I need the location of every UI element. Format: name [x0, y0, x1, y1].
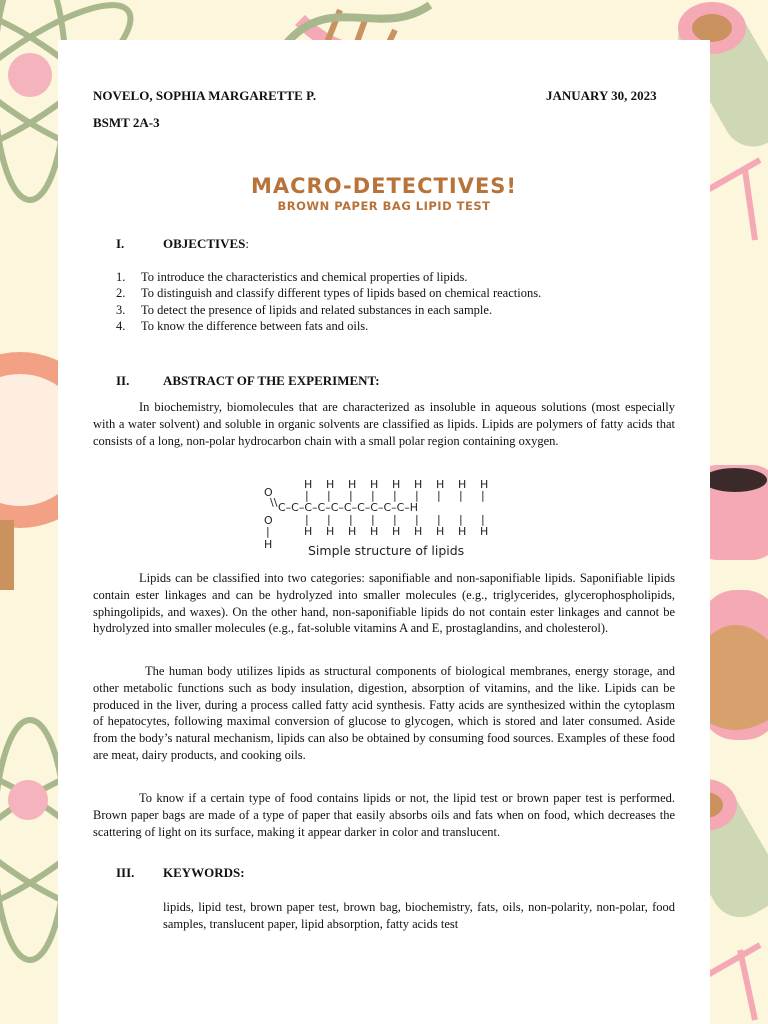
svg-text:H: H — [326, 525, 335, 538]
svg-text:H: H — [370, 525, 379, 538]
svg-text:|: | — [415, 489, 419, 502]
document-date: JANUARY 30, 2023 — [546, 88, 657, 103]
svg-text:H: H — [370, 478, 379, 491]
svg-text:H: H — [326, 478, 335, 491]
list-item-text: To introduce the characteristics and chemical properties of lipids. — [141, 270, 468, 284]
list-item — [116, 269, 541, 285]
section-title: KEYWORDS: — [163, 865, 245, 880]
list-item-number: 1. — [116, 270, 126, 284]
svg-text:\\: \\ — [270, 496, 278, 509]
section-number: II. — [116, 373, 130, 388]
svg-text:|: | — [393, 489, 397, 502]
svg-text:|: | — [393, 513, 397, 526]
list-item-text: To detect the presence of lipids and related substances in each sample. — [141, 302, 493, 317]
list-item — [116, 285, 541, 301]
abstract-paragraph-1: In biochemistry, biomolecules that are characterized as insoluble in aqueous solutions (most especially with a water solvent) and soluble in organic solvents are classified as lipids. Lipids are polymers of fatty acids that consists of a long, non-polar hydrocarbon chain with a small polar region containing oxygen. — [93, 400, 675, 448]
list-item — [116, 302, 541, 318]
section-title: OBJECTIVES — [163, 236, 246, 251]
svg-text:|: | — [349, 489, 353, 502]
svg-text:|: | — [371, 513, 375, 526]
heading-colon: : — [245, 236, 249, 251]
svg-text:|: | — [459, 513, 463, 526]
list-item — [116, 318, 541, 334]
svg-text:O: O — [264, 514, 273, 527]
list-item-text: To know the difference between fats and oils. — [141, 318, 369, 333]
section-number: III. — [116, 865, 135, 880]
svg-text:|: | — [349, 513, 353, 526]
section-heading-abstract — [116, 373, 380, 389]
objectives-list — [116, 269, 541, 334]
keywords-text: lipids, lipid test, brown paper test, brown bag, biochemistry, fats, oils, non-polarity, non-polar, food samples, translucent paper, lipid absorption, fatty acids test — [163, 900, 675, 931]
list-item-number: 3. — [116, 302, 126, 317]
svg-text:|: | — [481, 489, 485, 502]
svg-text:H: H — [436, 525, 445, 538]
svg-text:|: | — [327, 489, 331, 502]
lipid-structure-figure — [262, 478, 512, 560]
student-section: BSMT 2A-3 — [93, 115, 160, 130]
svg-text:|: | — [415, 513, 419, 526]
svg-text:H: H — [480, 478, 489, 491]
svg-text:H: H — [304, 478, 313, 491]
svg-text:|: | — [371, 489, 375, 502]
svg-text:H: H — [458, 478, 467, 491]
svg-text:H: H — [348, 525, 357, 538]
svg-text:H: H — [414, 525, 423, 538]
svg-text:H: H — [458, 525, 467, 538]
svg-text:|: | — [437, 513, 441, 526]
svg-text:|: | — [459, 489, 463, 502]
svg-text:|: | — [437, 489, 441, 502]
abstract-paragraph-3: The human body utilizes lipids as structural components of biological membranes, energy storage, and other metabolic functions such as body insulation, digestion, absorption of vitamins, and the like. Lipids can be produced in the liver, during a process called fatty acid synthesis. Fatty acids are synthesized within the cytoplasm of hepatocytes, following maximal conversion of glucose to glycogen, which is stored and later consumed. Aside from the body’s natural mechanism, lipids can also be obtained by consuming food sources. Examples of these food are meat, dairy products, and cooking oils. — [93, 664, 675, 762]
svg-text:H: H — [414, 478, 423, 491]
section-title: ABSTRACT OF THE EXPERIMENT: — [163, 373, 380, 388]
page-title: MACRO-DETECTIVES! — [251, 174, 517, 198]
svg-text:|: | — [305, 513, 309, 526]
lipid-structure-diagram — [264, 478, 488, 551]
section-heading-keywords — [116, 865, 245, 881]
abstract-paragraph-2: Lipids can be classified into two categories: saponifiable and non-saponifiable lipids. Saponifiable lipids contain ester linkages and can be hydrolyzed into smaller molecules (e.g., triglycerides, glycerophospholipids, sphingolipids, and waxes). On the other hand, non-saponifiable lipids do not contain ester linkages and cannot be hydrolyzed into smaller molecules (e.g., fat-soluble vitamins A and E, prostaglandins, and cholesterol). — [93, 571, 675, 636]
section-number: I. — [116, 236, 125, 251]
list-item-number: 4. — [116, 318, 126, 333]
figure-caption: Simple structure of lipids — [308, 543, 465, 558]
svg-text:H: H — [480, 525, 489, 538]
svg-text:H: H — [304, 525, 313, 538]
section-heading-objectives — [116, 236, 249, 252]
svg-text:H: H — [436, 478, 445, 491]
list-item-number: 2. — [116, 286, 126, 301]
svg-text:|: | — [266, 525, 270, 538]
abstract-paragraph-4: To know if a certain type of food contains lipids or not, the lipid test or brown paper test is performed. Brown paper bags are made of a type of paper that easily absorbs oils and fats when on food, which decreases the scattering of light on its surface, making it appear darker in color and translucent. — [93, 791, 675, 839]
svg-text:C–C–C–C–C–C–C–C–C–C–H: C–C–C–C–C–C–C–C–C–C–H — [278, 501, 419, 514]
svg-text:|: | — [305, 489, 309, 502]
svg-text:O: O — [264, 486, 273, 499]
svg-text:H: H — [392, 525, 401, 538]
svg-text:H: H — [348, 478, 357, 491]
svg-text:|: | — [481, 513, 485, 526]
svg-text:H: H — [392, 478, 401, 491]
svg-text:|: | — [327, 513, 331, 526]
student-name: NOVELO, SOPHIA MARGARETTE P. — [93, 88, 317, 103]
list-item-text: To distinguish and classify different types of lipids based on chemical reactions. — [141, 286, 542, 301]
page-subtitle: BROWN PAPER BAG LIPID TEST — [277, 199, 491, 213]
svg-text:H: H — [264, 538, 273, 551]
